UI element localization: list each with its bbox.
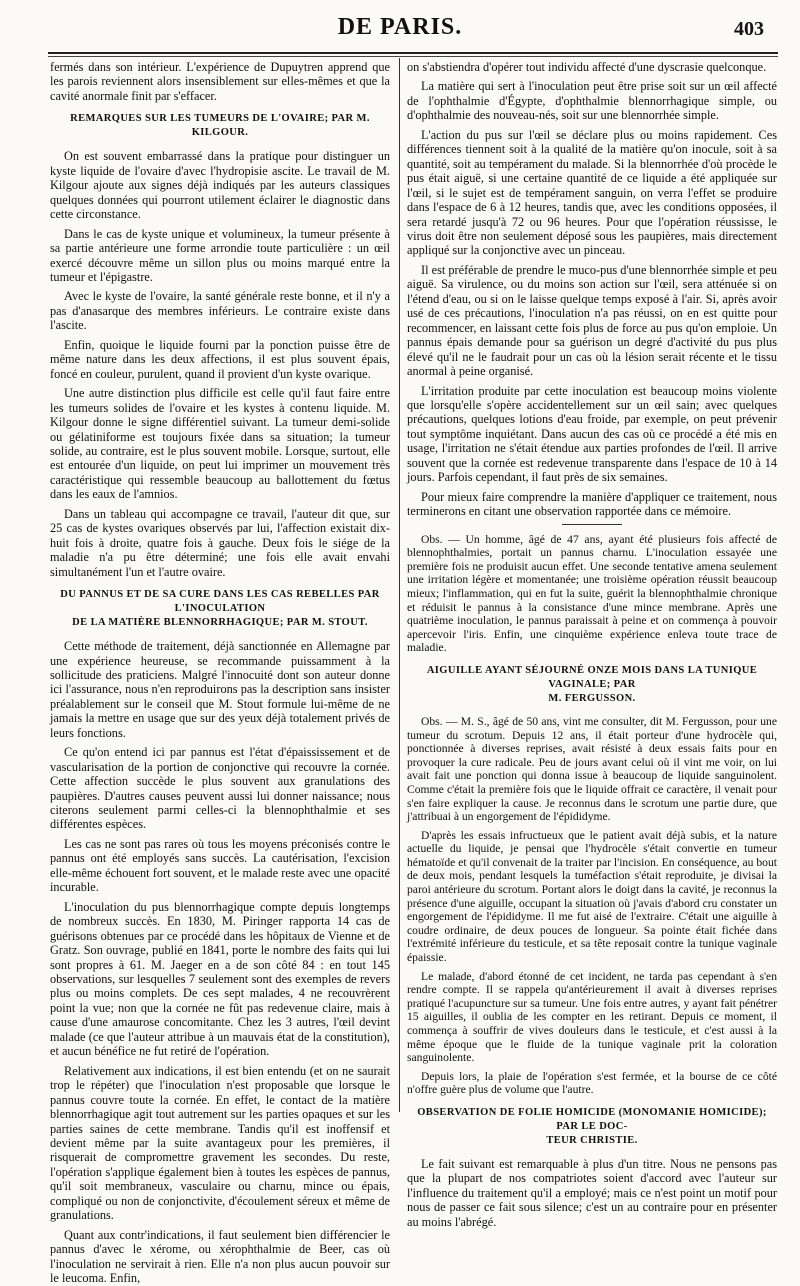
article-heading: OBSERVATION DE FOLIE HOMICIDE (MONOMANIE HOMICIDE); PAR LE DOC- TEUR CHRISTIE.: [417, 1106, 767, 1146]
paragraph: Avec le kyste de l'ovaire, la santé générale reste bonne, et il n'y a pas d'anasarque des membres inférieurs. Le contraire existe dans l'ascite.: [50, 289, 390, 333]
page-header: [0, 14, 800, 50]
paragraph: L'irritation produite par cette inoculation est beaucoup moins violente que lorsqu'elle s'opère accidentellement sur un œil sain; avec quelques précautions, quelques lotions d'eau froide, par exemple, on peut prévenir tout symptôme inquiétant. Dans aucun des cas où ce procédé a été mis en usage, l'irritation ne s'était étendue aux parties profondes de l'œil. Il arrive souvent que la cornée est redevenue transparente dans l'espace de 10 à 14 jours. Parfois cependant, il faut près de six semaines.: [407, 383, 777, 485]
article-heading: REMARQUES SUR LES TUMEURS DE L'OVAIRE; PAR M. KILGOUR.: [70, 113, 370, 139]
paragraph: Quant aux contr'indications, il faut seulement bien différencier le pannus d'avec le xérome, ou xérophthalmie de Beer, cas où l'inoculation ne servirait à rien. Elle n'a non plus aucun pouvoir sur le leucoma. Enfin,: [50, 1227, 390, 1286]
paragraph: Relativement aux indications, il est bien entendu (et on ne saurait trop le répéter) que l'inoculation n'est proposable que lorsque le pannus couvre toute la cornée. En effet, le contact de la matière blennorrhagique agit tout autrement sur les parties opaques et sur les parties saines de cette membrane. Tandis qu'il est inoffensif et devient même par la suite avantageux pour les premières, il risquerait de compromettre gravement les secondes. Du reste, l'opération s'applique également bien à toutes les espèces de pannus, qu'il soit membraneux, vasculaire ou charnu, mince ou épais, compliqué ou non de conjonctivite, d'écoulement séreux et même de granulations.: [50, 1063, 390, 1223]
paragraph: L'action du pus sur l'œil se déclare plus ou moins rapidement. Ces différences tiennent soit à la qualité de la matière qu'on inocule, soit à sa quantité, soit au tempérament du malade. Si la blennorrhée d'où procède le pus était aiguë, si une certaine quantité de ce liquide a été appliquée sur l'œil, si le sujet est de tempérament sanguin, on verra l'effet se produire dans l'espace de 6 à 12 heures, tandis que, avec les conditions opposées, il sera retardé jusqu'à 72 ou 96 heures. Pour que l'opération réussisse, le virus doit être non seulement déposé sous les paupières, mais directement appliqué sur la conjonctive avec un pinceau.: [407, 127, 777, 258]
paragraph: Ce qu'on entend ici par pannus est l'état d'épaississement et de vascularisation de la portion de conjonctive qui recouvre la cornée. Cette affection succède le plus souvent aux granulations des paupières. D'autres causes peuvent aussi lui donner naissance; nous citerons seulement parmi celles-ci la blennophthalmie et ses différentes espèces.: [50, 745, 390, 832]
paragraph: Pour mieux faire comprendre la manière d'appliquer ce traitement, nous terminerons en citant une observation rapportée dans ce mémoire.: [407, 489, 777, 519]
paragraph: Le fait suivant est remarquable à plus d'un titre. Nous ne pensons pas que la plupart de nos compatriotes soient d'accord avec l'auteur sur l'influence du traitement qu'il a employé; mais ce n'est point un motif pour nous de passer ce fait sous silence; c'est un au contraire pour en présenter au moins l'abrégé.: [407, 1156, 777, 1229]
paragraph: fermés dans son intérieur. L'expérience de Dupuytren apprend que les parois reviennent alors insensiblement sur elles-mêmes et que la cavité anormale finit par s'effacer.: [50, 60, 390, 103]
observation-block: [407, 715, 777, 1097]
paragraph: Il est préférable de prendre le muco-pus d'une blennorrhée simple et peu aiguë. Sa virulence, ou du moins son action sur l'œil, sera atténuée si on l'étend d'eau, ou si on le laisse quelque temps exposé à l'air. Si, après avoir usé de ces précautions, l'inoculation n'a pas réussi, on en est quitte pour recommencer, en laissant cette fois plus de force au pus qu'on emploie. Un pannus épais demande pour sa guérison un degré d'activité du pus plus élevé qu'il ne le faudrait pour un cas où la lésion serait récente et le tissu anormal à peine organisé.: [407, 262, 777, 379]
paragraph: On est souvent embarrassé dans la pratique pour distinguer un kyste liquide de l'ovaire d'avec l'hydropisie ascite. Le travail de M. Kilgour ajoute aux signes déjà indiqués par les auteurs classiques quelques données qui pourront utilement éclairer le diagnostic dans cette circonstance.: [50, 149, 390, 222]
left-column: [50, 60, 390, 1286]
paragraph: Les cas ne sont pas rares où tous les moyens préconisés contre le pannus ont été employés sans succès. La cautérisation, l'excision elle-même échouent fort souvent, et le malade reste avec une opacité incurable.: [50, 836, 390, 895]
paragraph: Dans un tableau qui accompagne ce travail, l'auteur dit que, sur 25 cas de kystes ovariques observés par lui, l'affection existait dix-huit fois à droite, quatre fois à gauche. Deux fois le siége de la maladie n'a pu être déterminé; une fois elle avait envahi simultanément l'un et l'autre ovaire.: [50, 506, 390, 579]
section-rule: [562, 524, 622, 525]
header-rule: [48, 52, 778, 54]
header-rule-thin: [48, 56, 778, 57]
observation-paragraph: Obs. — M. S., âgé de 50 ans, vint me consulter, dit M. Fergusson, pour une tumeur du scrotum. Depuis 12 ans, il était porteur d'une hydrocèle qui, ponctionnée à diverses reprises, avait résisté à deux essais faits pour en provoquer la cure radicale. Peu de jours avant celui où il vint me voir, on lui avait fait une ponction qui donna issue à beaucoup de liquide sanguinolent. Comme c'était la première fois que le liquide offrait ce caractère, il venait pour s'en faire expliquer la cause. Je reconnus dans le scrotum une partie dure, que j'attribuai à un engorgement de l'épididyme.: [407, 714, 777, 824]
paragraph: Une autre distinction plus difficile est celle qu'il faut faire entre les tumeurs solides de l'ovaire et les kystes à contenu liquide. M. Kilgour donne le signe différentiel suivant. La tumeur demi-solide ou gélatiniforme est toujours fixée dans sa situation; la tumeur solide, au contraire, est le plus souvent mobile. Lorsque, surtout, elle est entourée d'un liquide, on peut lui imprimer un mouvement très caractéristique qui ressemble beaucoup au ballottement du fœtus dans les eaux de l'amnios.: [50, 386, 390, 502]
article-heading: DU PANNUS ET DE SA CURE DANS LES CAS REBELLES PAR L'INOCULATION DE LA MATIÈRE BLENNORRHAGIQUE; PAR M. STOUT.: [60, 589, 380, 629]
paragraph: Enfin, quoique le liquide fourni par la ponction puisse être de même nature dans les deux affections, il est plus souvent épais, foncé en couleur, purulent, quand il provient d'un kyste ovarique.: [50, 337, 390, 381]
running-title: DE PARIS.: [337, 14, 463, 40]
paragraph: on s'abstiendra d'opérer tout individu affecté d'une dyscrasie quelconque.: [407, 60, 767, 74]
paragraph: Cette méthode de traitement, déjà sanctionnée en Allemagne par une expérience heureuse, se recommande puissamment à la sollicitude des praticiens. Malgré l'innocuité dont son auteur donne ici l'assurance, nous n'en reproduirons pas la description sans insister préalablement sur le conseil que M. Stout formule lui-même de ne jamais la mettre en usage que sur des yeux déjà totalement privés de leurs fonctions.: [50, 639, 390, 740]
column-divider: [399, 58, 400, 1112]
paragraph: La matière qui sert à l'inoculation peut être prise soit sur un œil affecté de l'ophthalmie d'Égypte, d'ophthalmie blennorrhagique simple, ou d'ophthalmie des nouveau-nés, soit sur une blennorrhée simple.: [407, 79, 777, 123]
page-number: 403: [734, 18, 764, 40]
observation-block: [407, 533, 777, 655]
paragraph: Dans le cas de kyste unique et volumineux, la tumeur présente à sa partie antérieure une forme arrondie toute particulière : un œil exercé découvre même un sillon plus ou moins marqué entre la tumeur et l'épigastre.: [50, 226, 390, 284]
observation-paragraph: Obs. — Un homme, âgé de 47 ans, ayant été plusieurs fois affecté de blennophthalmies, portait un pannus charnu. L'inoculation essayée une première fois ne produisit aucun effet. Une seconde tentative amena seulement une irritation légère et momentanée; une troisième opération réussit beaucoup mieux; l'inflammation, qui en fut la suite, guérit la blennophthalmie chronique et réduisit le pannus à la consistance d'une mince membrane. Après une quatrième inoculation, le pannus paraissait à peine et on commença à pouvoir apercevoir l'iris. Enfin, une cinquième expérience enleva toute trace de maladie.: [407, 532, 777, 655]
article-heading: AIGUILLE AYANT SÉJOURNÉ ONZE MOIS DANS LA TUNIQUE VAGINALE; PAR M. FERGUSSON.: [426, 664, 758, 704]
observation-paragraph: D'après les essais infructueux que le patient avait déjà subis, et la nature actuelle du liquide, je pensai que l'hydrocèle s'était convertie en tumeur hématoïde et qu'il convenait de la traiter par l'incision. En conséquence, au bout de deux mois, pendant lesquels la tuméfaction s'était reproduite, je divisai la paroi antérieure du scrotum. Portant alors le doigt dans la cavité, je reconnus la présence d'une aiguille, occupant la situation où j'avais d'abord cru constater un engorgement de l'épididyme. Il me fut aisé de l'extraire. C'était une aiguille à coudre ordinaire, de deux pouces de longueur. Sa pointe était fichée dans l'extrémité inférieure du testicule, et sa tête reposait contre la tunique vaginale épaissie.: [407, 828, 777, 965]
right-column: [407, 60, 777, 1229]
observation-paragraph: Depuis lors, la plaie de l'opération s'est fermée, et la bourse de ce côté n'offre guère plus de volume que l'autre.: [407, 1069, 777, 1097]
observation-paragraph: Le malade, d'abord étonné de cet incident, ne tarda pas cependant à s'en rendre compte. Il se rappela qu'antérieurement il avait à diverses reprises pratiqué l'acupuncture sur sa tumeur. Une fois entre autres, y ayant fait pénétrer 15 aiguilles, il oublia de les compter en les retirant. Depuis ce moment, il commença à souffrir de vives douleurs dans le testicule, et c'est aussi à la même époque que le fluide de la tunique vaginale prit la coloration sanguinolente.: [407, 969, 777, 1065]
paragraph: L'inoculation du pus blennorrhagique compte depuis longtemps de nombreux succès. En 1830, M. Piringer rapporta 14 cas de guérisons obtenues par ce procédé dans les hôpitaux de Vienne et de Gratz. Son ouvrage, publié en 1841, porte le nombre des faits qui lui sont propres à 61. M. Jaeger en a de son côté 84 : en tout 145 observations, sur lesquelles 7 seulement sont des exemples de revers plus ou moins complets. De ces sept malades, 4 ne recouvrèrent point la vue; non que la cornée ne fût pas redevenue claire, mais à cause d'une amaurose concomitante. Chez les 3 autres, l'œil devint malade (ce que l'auteur attribue à un mauvais état de la constitution), et aucun bénéfice ne fut retiré de l'opération.: [50, 899, 390, 1059]
